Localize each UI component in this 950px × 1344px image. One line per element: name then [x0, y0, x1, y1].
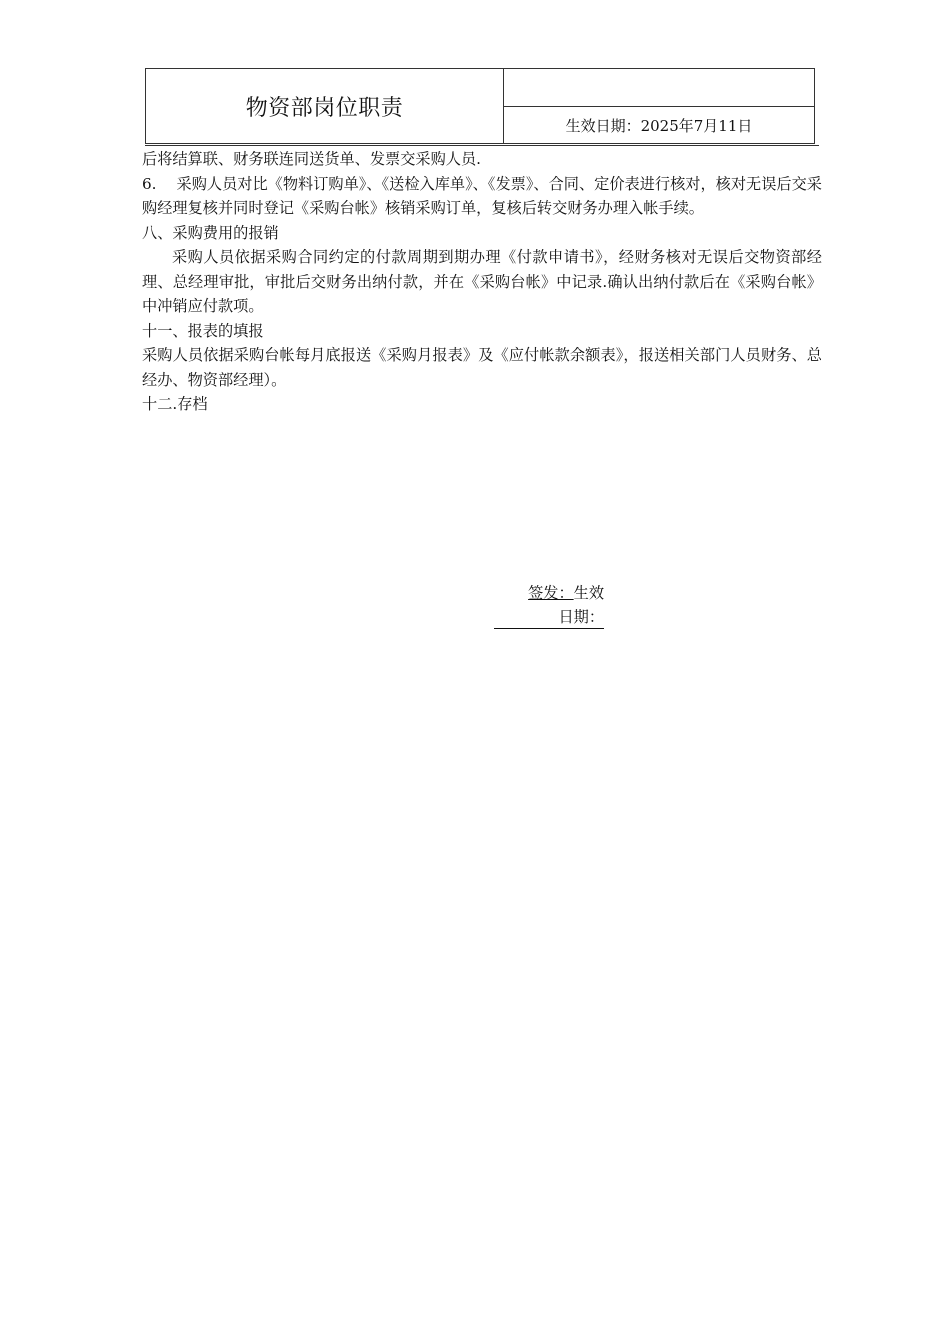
- signature-line: [494, 581, 604, 606]
- header-divider: [145, 145, 819, 146]
- document-header-table: [145, 68, 815, 144]
- date-line: [494, 606, 604, 629]
- header-title-cell: [146, 69, 504, 143]
- issue-label: 签发：: [528, 584, 574, 602]
- effective-label: 生效: [573, 584, 604, 602]
- document-title: 物资部岗位职责: [245, 95, 404, 121]
- section-heading-archive: 十二.存档: [142, 395, 208, 413]
- paragraph-reports: 采购人员依据采购台帐每月底报送《采购月报表》及《应付帐款余额表》，报送相关部门人员财务、总经办、物资部经理）。: [142, 346, 822, 389]
- section-heading-reports: 十一、报表的填报: [142, 321, 264, 340]
- header-info-cell: [504, 69, 814, 143]
- document-body: [142, 147, 822, 417]
- paragraph-settlement: 后将结算联、财务联连同送货单、发票交采购人员.: [142, 150, 481, 168]
- paragraph-reimbursement: 采购人员依据采购合同约定的付款周期到期办理《付款申请书》，经财务核对无误后交物资部经理、总经理审批，审批后交财务出纳付款，并在《采购台帐》中记录.确认出纳付款后在《采购台帐》中冲销应付款项。: [142, 248, 822, 315]
- date-label: 日期：: [558, 608, 604, 626]
- effective-date-cell: [504, 107, 814, 143]
- signature-block: [494, 581, 604, 629]
- section-heading-reimbursement: 八、采购费用的报销: [142, 223, 279, 242]
- paragraph-item-6: 6. 采购人员对比《物料订购单》、《送检入库单》、《发票》、合同、定价表进行核对，核对无误后交采购经理复核并同时登记《采购台帐》核销采购订单，复核后转交财务办理入帐手续。: [142, 174, 822, 217]
- effective-date: 生效日期：2025年7月11日: [565, 116, 753, 135]
- header-empty-cell: [504, 69, 814, 107]
